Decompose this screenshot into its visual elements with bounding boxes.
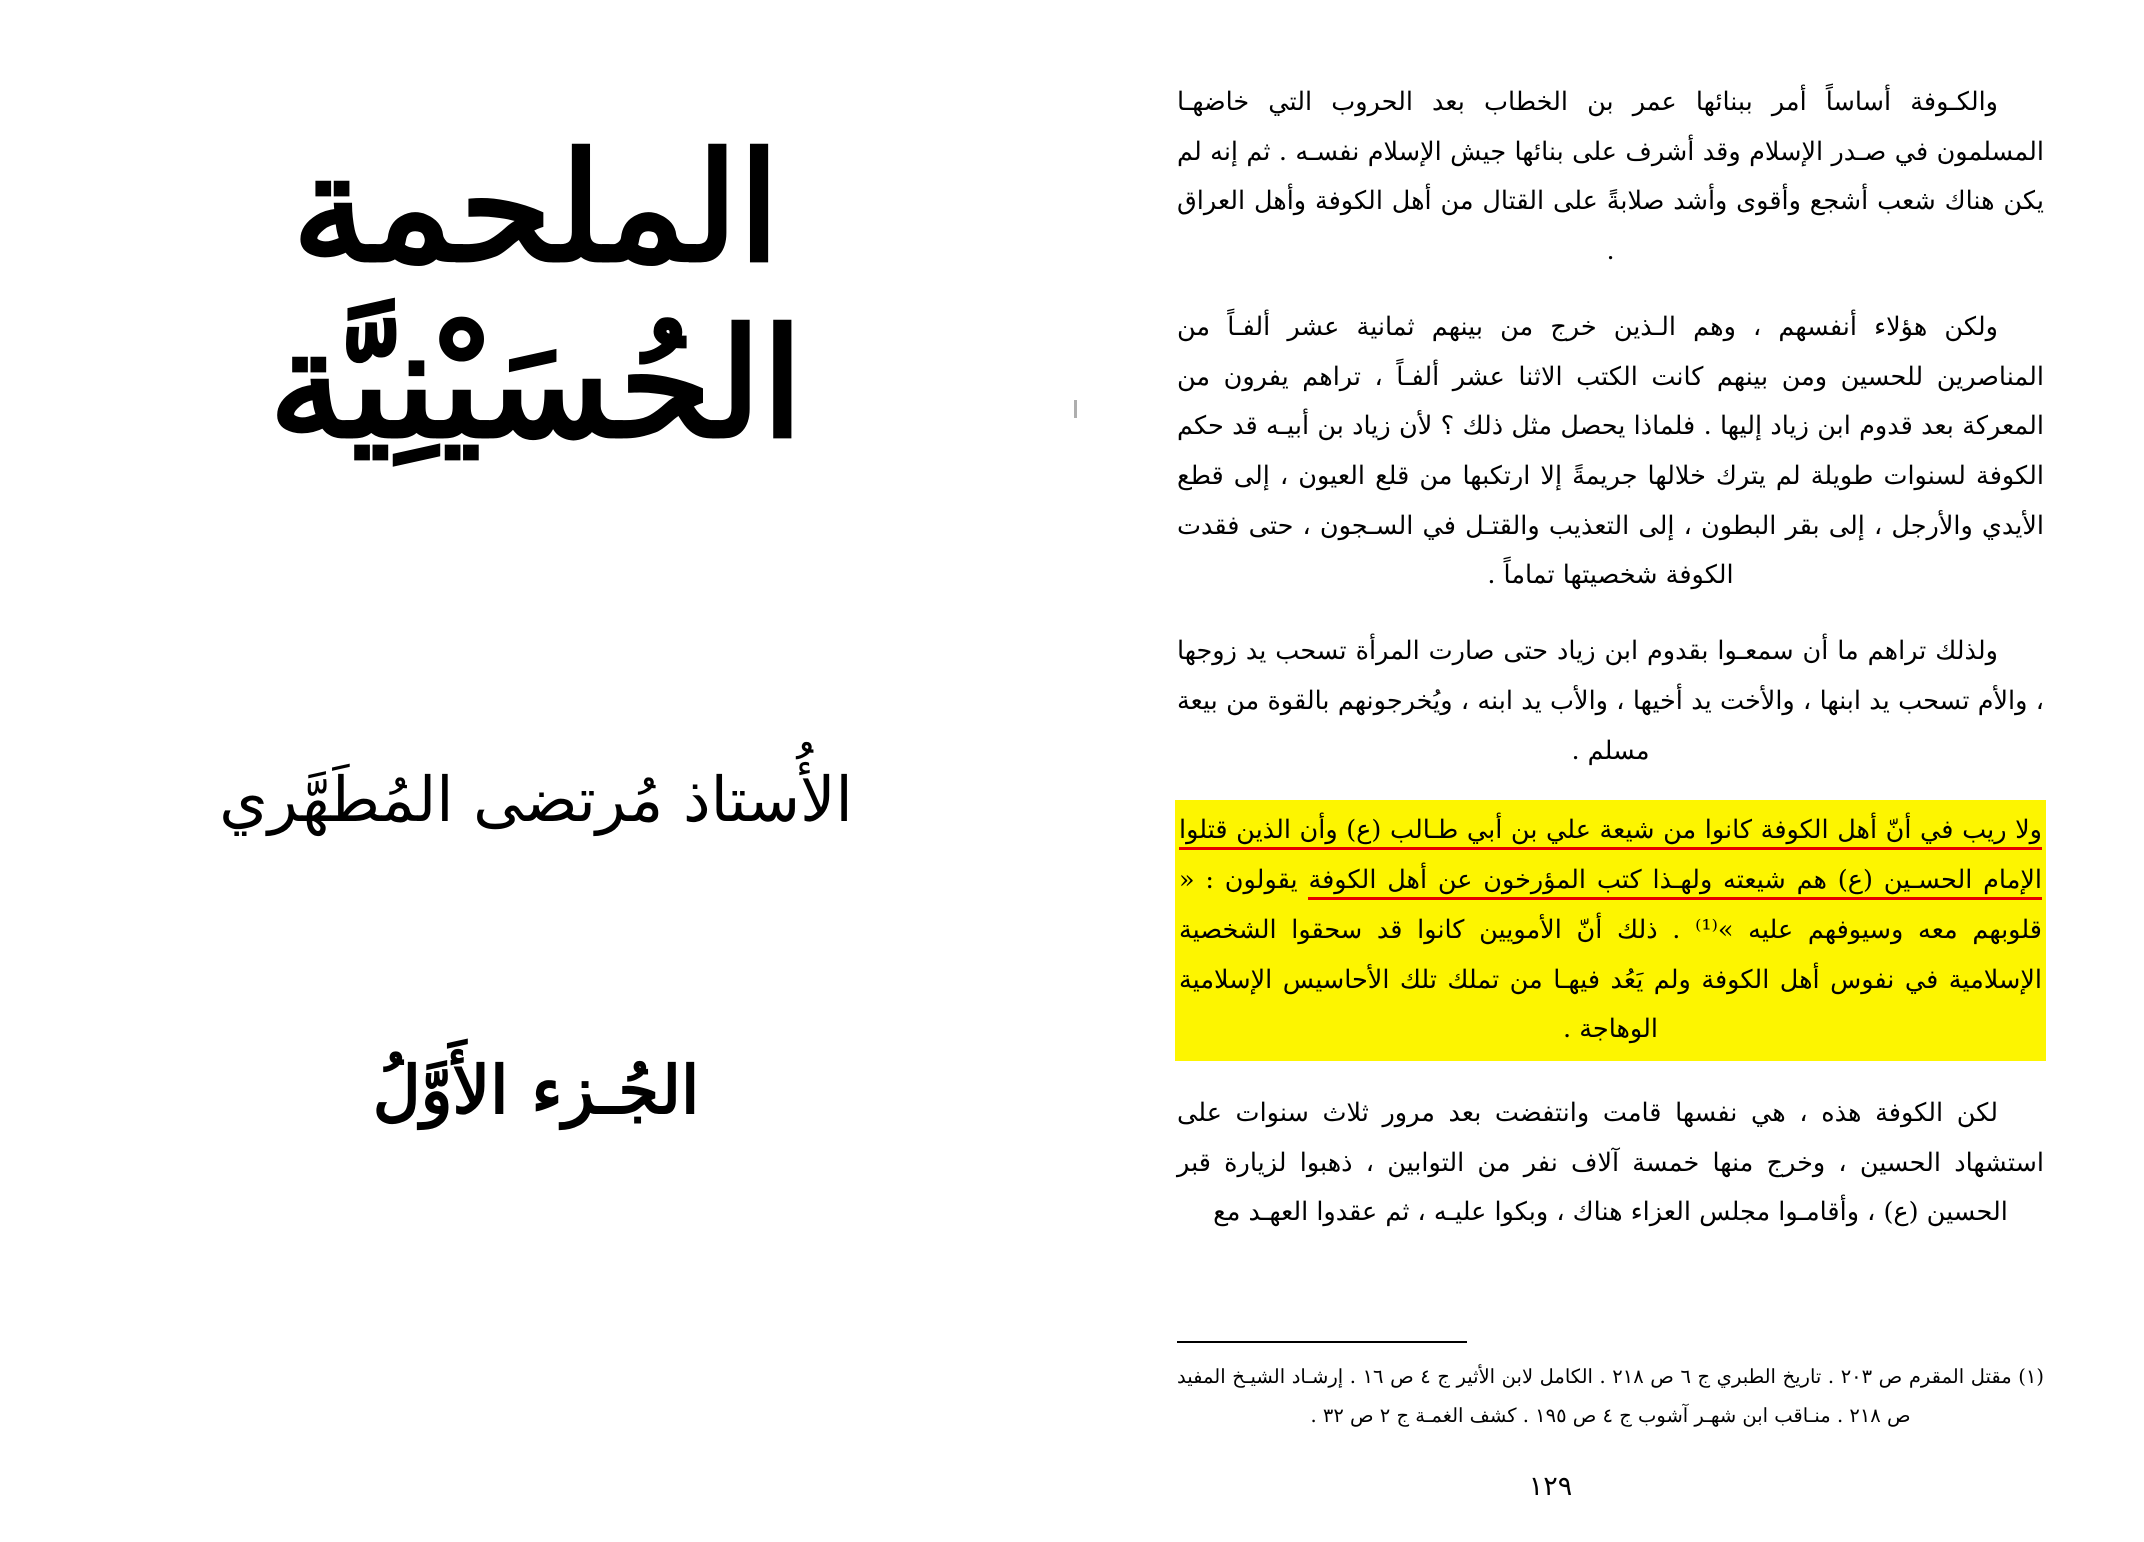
book-title-line-1: الملحمة <box>292 120 780 296</box>
book-title-line-2: الحُسَيْنِيَّة <box>268 295 804 472</box>
paragraph: والكـوفة أساساً أمر ببنائها عمر بن الخطاب بعد الحروب التي خاضهـا المسلمون في صـدر الإسلام وقد أشرف على بنائها جيش الإسلام نفسـه . ثم إنه لم يكن هناك شعب أشجع وأقوى وأشد صلابةً على القتال من أهل الكوفة وأهل العراق . <box>1177 87 2044 267</box>
volume-label: الجُـزء الأَوَّلُ <box>372 1051 700 1129</box>
page-number: ١٢٩ <box>1528 1471 1573 1502</box>
paragraph: ولذلك تراهم ما أن سمعـوا بقدوم ابن زياد حتى صارت المرأة تسحب يد زوجها ، والأم تسحب يد ابنها ، والأخت يد أخيها ، والأب يد ابنه ، ويُخرجونهم بالقوة من بيعة مسلم . <box>1177 636 2044 766</box>
book-title <box>268 120 804 472</box>
paragraph: ولكن هؤلاء أنفسهم ، وهم الـذين خرج من بينهم ثمانية عشر ألفـاً من المناصرين للحسين ومن بينهم كانت الكتب الاثنا عشر ألفـاً ، تراهم يفرون من المعركة بعد قدوم ابن زياد إليها . فلماذا يحصل مثل ذلك ؟ لأن زياد بن أبيـه قد حكم الكوفة لسنوات طويلة لم يترك خلالها جريمةً إلا ارتكبها من قلع العيون ، إلى قطع الأيدي والأرجل ، إلى بقر البطون ، إلى التعذيب والقتـل في السـجون ، حتى فقدت الكوفة شخصيتها تماماً . <box>1177 311 2044 591</box>
footnote: (١) مقتل المقرم ص ٢٠٣ . تاريخ الطبري ج ٦ ص ٢١٨ . الكامل لابن الأثير ج ٤ ص ١٦ . إرشـاد الشيـخ المفيد ص ٢١٨ . منـاقب ابن شهـر آشوب ج ٤ ص ١٩٥ . كشف الغمـة ج ٢ ص ٣٢ . <box>1177 1365 2044 1427</box>
author-name: الأُستاذ مُرتضى المُطَهَّري <box>219 763 853 836</box>
highlighted-paragraph-rest: يقولون : « قلوبهم معه وسيوفهم عليه »⁽¹⁾ . ذلك أنّ الأمويين كانوا قد سحقوا الشخصية الإسلامية في نفوس أهل الكوفة ولم يَعُد فيهـا من تملك تلك الأحاسيس الإسلامية الوهاجة . <box>1179 865 2042 1045</box>
text-page <box>1072 0 2144 1542</box>
footnote-separator <box>1177 1341 1467 1343</box>
highlighted-paragraph <box>1177 802 2044 1059</box>
paragraph: لكن الكوفة هذه ، هي نفسها قامت وانتفضت بعد مرور ثلاث سنوات على استشهاد الحسين ، وخرج منها خمسة آلاف نفر من التوابين ، ذهبوا لزيارة قبر الحسين (ع) ، وأقامـوا مجلس العزاء هناك ، وبكوا عليـه ، ثم عقدوا العهـد مع <box>1177 1097 2044 1228</box>
page-spacer <box>1177 1264 2044 1335</box>
red-underlined-text: ولا ريب في أنّ أهل الكوفة كانوا من شيعة علي بن أبي طـالب (ع) وأن الذين قتلوا الإمام الحسـين (ع) هم شيعته ولهـذا كتب المؤرخون عن أهل الكوفة <box>1179 815 2042 900</box>
gutter-mark <box>1074 400 1077 418</box>
